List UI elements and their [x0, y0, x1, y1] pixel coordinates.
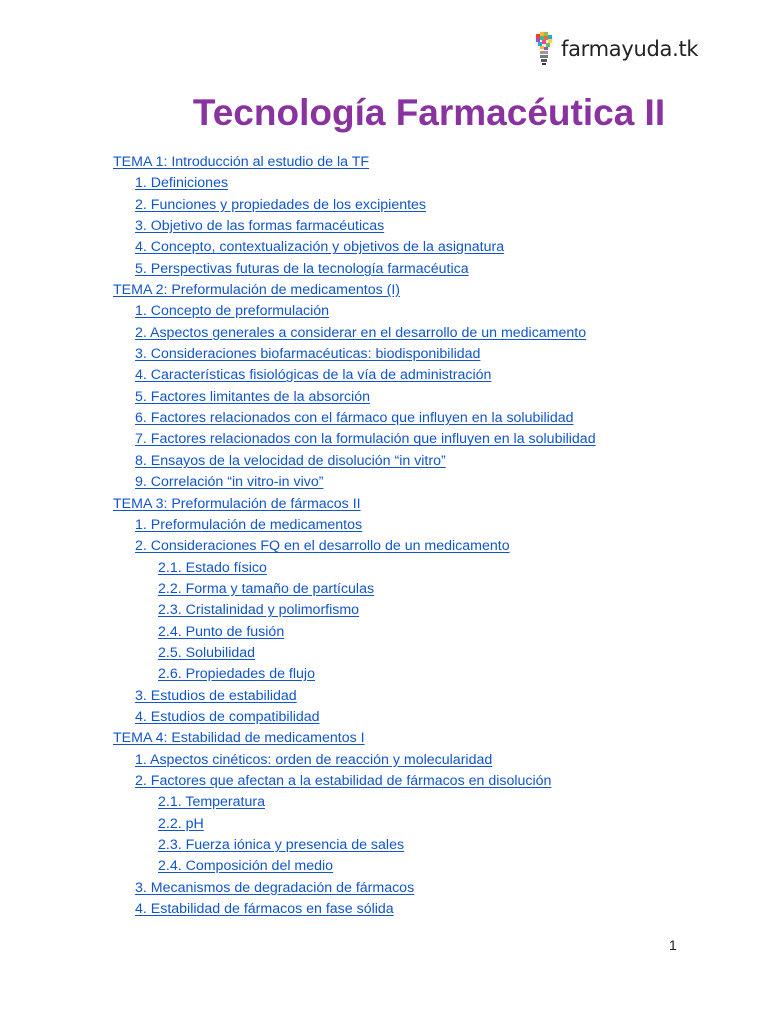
toc-section-link[interactable]: 4. Estabilidad de fármacos en fase sólida — [135, 901, 394, 918]
toc-entry — [113, 387, 728, 408]
toc-entry — [113, 280, 728, 301]
toc-entry — [113, 899, 728, 920]
toc-section-link[interactable]: 4. Estudios de compatibilidad — [135, 708, 320, 725]
toc-entry — [113, 429, 728, 450]
toc-section-link[interactable]: 2.1. Estado físico — [158, 559, 267, 576]
page-number: 1 — [669, 937, 677, 953]
toc-entry — [113, 856, 728, 877]
toc-section-link[interactable]: 2.3. Fuerza iónica y presencia de sales — [158, 837, 405, 853]
toc-section-link[interactable]: 2.2. Forma y tamaño de partículas — [158, 580, 375, 597]
toc-entry — [113, 728, 728, 749]
toc-chapter-link[interactable]: TEMA 2: Preformulación de medicamentos (I) — [113, 282, 401, 299]
toc-section-link[interactable]: 3. Consideraciones biofarmacéuticas: biodisponibilidad — [135, 346, 481, 363]
toc-entry — [113, 344, 728, 365]
toc-entry — [113, 365, 728, 386]
toc-entry — [113, 494, 728, 515]
toc-section-link[interactable]: 5. Factores limitantes de la absorción — [135, 388, 370, 405]
toc-chapter-link[interactable]: TEMA 1: Introducción al estudio de la TF — [113, 154, 370, 170]
toc-section-link[interactable]: 3. Estudios de estabilidad — [135, 687, 297, 704]
toc-section-link[interactable]: 2.4. Composición del medio — [158, 858, 334, 875]
toc-entry — [113, 536, 728, 557]
toc-entry — [113, 323, 728, 344]
toc-entry — [113, 600, 728, 621]
toc-section-link[interactable]: 7. Factores relacionados con la formulación que influyen en la solubilidad — [135, 431, 596, 448]
toc-entry — [113, 686, 728, 707]
toc-entry — [113, 237, 728, 258]
table-of-contents — [113, 152, 728, 920]
toc-entry — [113, 878, 728, 899]
toc-section-link[interactable]: 1. Concepto de preformulación — [135, 303, 330, 320]
toc-entry — [113, 664, 728, 685]
toc-section-link[interactable]: 2.2. pH — [158, 815, 204, 832]
toc-section-link[interactable]: 2.1. Temperatura — [158, 794, 265, 811]
toc-section-link[interactable]: 3. Mecanismos de degradación de fármacos — [135, 879, 415, 896]
toc-entry — [113, 792, 728, 813]
toc-entry — [113, 515, 728, 536]
toc-entry — [113, 579, 728, 600]
toc-entry — [113, 771, 728, 792]
toc-entry — [113, 408, 728, 429]
toc-entry — [113, 814, 728, 835]
toc-section-link[interactable]: 5. Perspectivas futuras de la tecnología farmacéutica — [135, 260, 469, 277]
toc-entry — [113, 259, 728, 280]
document-title: Tecnología Farmacéutica II — [192, 92, 666, 133]
toc-entry — [113, 195, 728, 216]
toc-section-link[interactable]: 2. Factores que afectan a la estabilidad de fármacos en disolución — [135, 772, 552, 789]
toc-entry — [113, 622, 728, 643]
toc-section-link[interactable]: 1. Aspectos cinéticos: orden de reacción y molecularidad — [135, 751, 493, 768]
toc-section-link[interactable]: 8. Ensayos de la velocidad de disolución “in vitro” — [135, 452, 446, 469]
toc-section-link[interactable]: 1. Definiciones — [135, 175, 229, 192]
toc-entry — [113, 750, 728, 771]
toc-entry — [113, 152, 728, 173]
toc-entry — [113, 835, 728, 856]
toc-section-link[interactable]: 4. Características fisiológicas de la vía de administración — [135, 367, 492, 384]
toc-section-link[interactable]: 9. Correlación “in vitro-in vivo” — [135, 474, 324, 491]
toc-chapter-link[interactable]: TEMA 4: Estabilidad de medicamentos I — [113, 730, 365, 747]
lightbulb-logo-icon — [533, 29, 555, 69]
toc-entry — [113, 301, 728, 322]
toc-section-link[interactable]: 2. Funciones y propiedades de los excipientes — [135, 196, 427, 213]
toc-entry — [113, 643, 728, 664]
toc-section-link[interactable]: 6. Factores relacionados con el fármaco que influyen en la solubilidad — [135, 410, 574, 427]
toc-chapter-link[interactable]: TEMA 3: Preformulación de fármacos II — [113, 495, 361, 512]
toc-entry — [113, 558, 728, 579]
toc-section-link[interactable]: 2.6. Propiedades de flujo — [158, 666, 315, 683]
toc-entry — [113, 173, 728, 194]
toc-entry — [113, 451, 728, 472]
toc-section-link[interactable]: 2.3. Cristalinidad y polimorfismo — [158, 602, 360, 619]
site-logo — [533, 28, 698, 70]
logo-text: farmayuda.tk — [561, 37, 699, 61]
toc-entry — [113, 707, 728, 728]
toc-section-link[interactable]: 2.4. Punto de fusión — [158, 623, 285, 640]
toc-section-link[interactable]: 2. Aspectos generales a considerar en el desarrollo de un medicamento — [135, 324, 587, 341]
toc-entry — [113, 472, 728, 493]
toc-entry — [113, 216, 728, 237]
toc-section-link[interactable]: 2. Consideraciones FQ en el desarrollo de un medicamento — [135, 538, 510, 555]
toc-section-link[interactable]: 1. Preformulación de medicamentos — [135, 516, 363, 533]
toc-section-link[interactable]: 2.5. Solubilidad — [158, 644, 256, 661]
toc-section-link[interactable]: 4. Concepto, contextualización y objetivos de la asignatura — [135, 239, 505, 256]
toc-section-link[interactable]: 3. Objetivo de las formas farmacéuticas — [135, 218, 385, 235]
